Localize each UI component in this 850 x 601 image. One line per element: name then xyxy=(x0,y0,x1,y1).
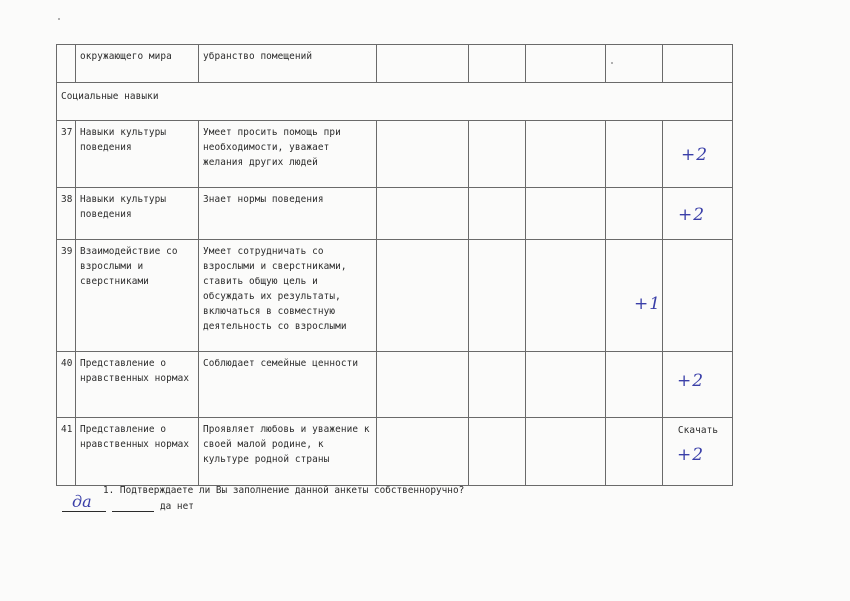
handwritten-mark: +2 xyxy=(677,445,705,465)
score-cell xyxy=(663,418,733,486)
number-cell xyxy=(57,45,76,83)
table-row xyxy=(57,240,733,352)
assessment-table xyxy=(56,44,733,486)
row-number: 41 xyxy=(57,418,76,486)
criterion-cell: Знает нормы поведения xyxy=(199,188,377,240)
score-cell xyxy=(469,352,526,418)
scan-speck xyxy=(611,62,613,64)
handwritten-mark: +2 xyxy=(678,205,706,225)
handwritten-mark: +2 xyxy=(677,371,705,391)
score-cell xyxy=(526,121,606,188)
yes-answer-line xyxy=(62,492,106,512)
score-cell xyxy=(377,240,469,352)
score-cell xyxy=(526,240,606,352)
indicator-cell: Взаимодействие со взрослыми и сверстниками xyxy=(76,240,199,352)
indicator-cell: Навыки культуры поведения xyxy=(76,121,199,188)
criterion-cell: Соблюдает семейные ценности xyxy=(199,352,377,418)
row-number: 40 xyxy=(57,352,76,418)
score-cell xyxy=(606,188,663,240)
indicator-cell: Представление о нравственных нормах xyxy=(76,352,199,418)
scan-speck xyxy=(58,18,60,20)
download-link[interactable]: Скачать xyxy=(677,425,719,436)
criterion-cell: Умеет сотрудничать со взрослыми и сверстниками, ставить общую цель и обсуждать их результаты, включаться в совместную деятельность со взрослыми xyxy=(199,240,377,352)
section-header-row xyxy=(57,83,733,121)
confirmation-answer xyxy=(62,492,194,512)
confirmation-question: 1. Подтверждаете ли Вы заполнение данной анкеты собственноручно? xyxy=(103,485,465,496)
score-cell xyxy=(606,352,663,418)
score-cell xyxy=(663,45,733,83)
criterion-cell: Проявляет любовь и уважение к своей малой родине, к культуре родной страны xyxy=(199,418,377,486)
score-cell xyxy=(377,352,469,418)
score-cell xyxy=(606,240,663,352)
handwritten-mark: +2 xyxy=(681,145,709,165)
indicator-cell: Навыки культуры поведения xyxy=(76,188,199,240)
score-cell xyxy=(663,188,733,240)
score-cell xyxy=(526,352,606,418)
score-cell xyxy=(377,45,469,83)
handwritten-mark: +1 xyxy=(634,294,662,314)
table-row xyxy=(57,188,733,240)
score-cell xyxy=(663,240,733,352)
score-cell xyxy=(469,240,526,352)
row-number: 37 xyxy=(57,121,76,188)
handwritten-answer: да xyxy=(72,492,92,511)
score-cell xyxy=(377,121,469,188)
score-cell xyxy=(469,121,526,188)
table-row xyxy=(57,352,733,418)
score-cell xyxy=(377,188,469,240)
score-cell xyxy=(469,418,526,486)
table-row xyxy=(57,418,733,486)
score-cell xyxy=(469,188,526,240)
score-cell xyxy=(469,45,526,83)
score-cell xyxy=(606,418,663,486)
row-number: 38 xyxy=(57,188,76,240)
score-cell xyxy=(606,45,663,83)
section-title: Социальные навыки xyxy=(57,83,733,121)
score-cell xyxy=(526,418,606,486)
criterion-cell: убранство помещений xyxy=(199,45,377,83)
criterion-cell: Умеет просить помощь при необходимости, уважает желания других людей xyxy=(199,121,377,188)
answer-options: да нет xyxy=(160,501,194,512)
score-cell xyxy=(377,418,469,486)
score-cell xyxy=(663,121,733,188)
table-row-continued xyxy=(57,45,733,83)
score-cell xyxy=(526,188,606,240)
score-cell xyxy=(663,352,733,418)
blank-answer-line xyxy=(112,499,154,512)
score-cell xyxy=(606,121,663,188)
indicator-cell: Представление о нравственных нормах xyxy=(76,418,199,486)
row-number: 39 xyxy=(57,240,76,352)
indicator-cell: окружающего мира xyxy=(76,45,199,83)
table-row xyxy=(57,121,733,188)
score-cell xyxy=(526,45,606,83)
